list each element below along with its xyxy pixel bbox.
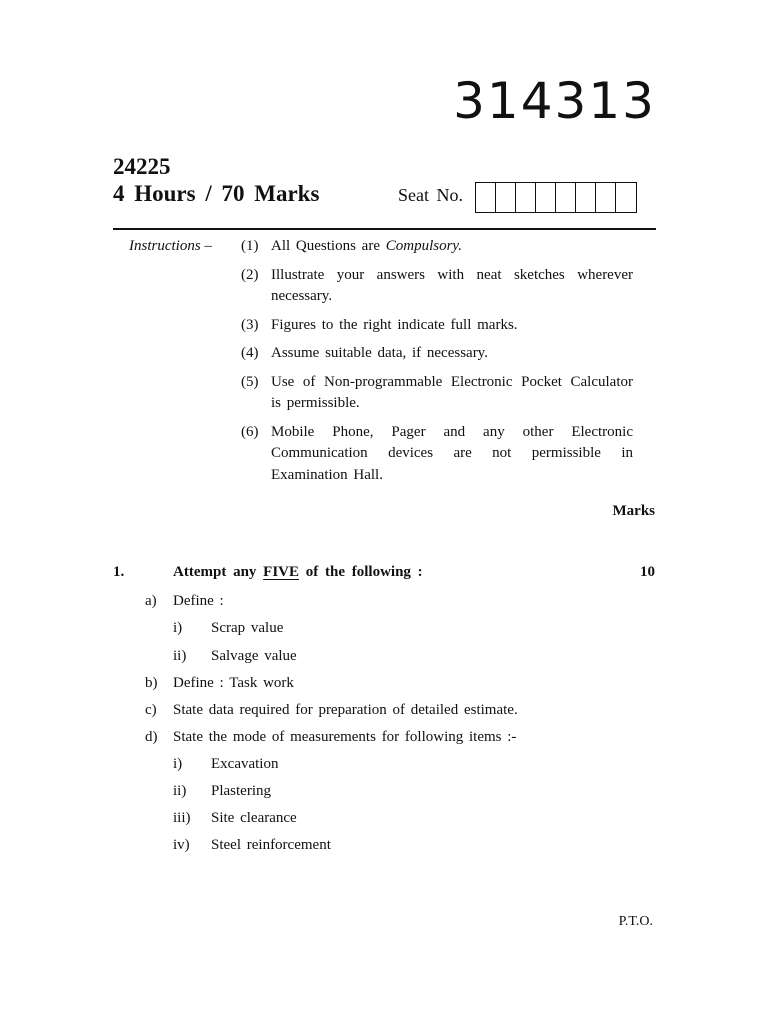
seat-box[interactable] [576,183,596,212]
question-title: Attempt any FIVE of the following : [173,564,423,580]
page-turn-over: P.T.O. [618,914,653,929]
instruction-number: (2) [241,266,259,283]
seat-box[interactable] [596,183,616,212]
seat-box[interactable] [556,183,576,212]
instruction-text: Illustrate your answers with neat sketches wherever necessary. [271,266,633,304]
instruction-item [241,315,633,337]
item-text: Scrap value [211,620,284,636]
item-label: ii) [173,648,187,664]
subquestion-label: d) [145,729,158,745]
subquestion-text: State the mode of measurements for following items :- [173,729,517,745]
seat-box[interactable] [516,183,536,212]
instruction-number: (6) [241,423,259,440]
subquestion-text: Define : Task work [173,675,294,691]
question-number: 1. [113,564,125,580]
item-label: i) [173,620,183,636]
marks-heading: Marks [612,503,655,519]
instruction-item [241,343,633,365]
question-title-emphasis: FIVE [263,564,299,580]
instructions-list [241,236,633,493]
duration-marks: 4 Hours / 70 Marks [113,181,320,206]
item-label: iii) [173,810,191,826]
subquestion-label: b) [145,675,158,691]
instruction-text: Figures to the right indicate full marks. [271,316,518,333]
instructions-label: Instructions – [129,238,212,254]
seat-number-label: Seat No. [398,185,463,205]
seat-box[interactable] [616,183,636,212]
item-label: i) [173,756,183,772]
instruction-item [241,372,633,415]
item-label: ii) [173,783,187,799]
instruction-text: Mobile Phone, Pager and any other Electronic Communication devices are not permissible in Examination Hall. [271,423,633,483]
instruction-number: (3) [241,316,259,333]
seat-box[interactable] [476,183,496,212]
instruction-number: (1) [241,238,259,254]
paper-code: 314313 [453,72,656,130]
item-label: iv) [173,837,190,853]
item-text: Site clearance [211,810,297,826]
instruction-number: (5) [241,373,259,390]
seat-box[interactable] [496,183,516,212]
subquestion-label: a) [145,593,157,609]
instruction-text: Use of Non-programmable Electronic Pocket Calculator is permissible. [271,373,633,411]
seat-box[interactable] [536,183,556,212]
item-text: Plastering [211,783,271,799]
instruction-text: All Questions are Compulsory. [271,238,462,254]
instruction-emphasis: Compulsory. [385,238,462,254]
subquestion-label: c) [145,702,157,718]
question-marks: 10 [640,564,655,580]
subquestion-text: Define : [173,593,224,609]
instruction-number: (4) [241,345,259,361]
instruction-text: Assume suitable data, if necessary. [271,345,488,361]
subject-code: 24225 [113,154,171,179]
instruction-item [241,265,633,308]
subquestion-text: State data required for preparation of detailed estimate. [173,702,518,718]
instruction-item [241,236,633,258]
item-text: Steel reinforcement [211,837,331,853]
item-text: Salvage value [211,648,297,664]
item-text: Excavation [211,756,279,772]
instruction-item [241,422,633,487]
header-divider [113,228,656,230]
seat-number-boxes[interactable] [475,182,637,213]
